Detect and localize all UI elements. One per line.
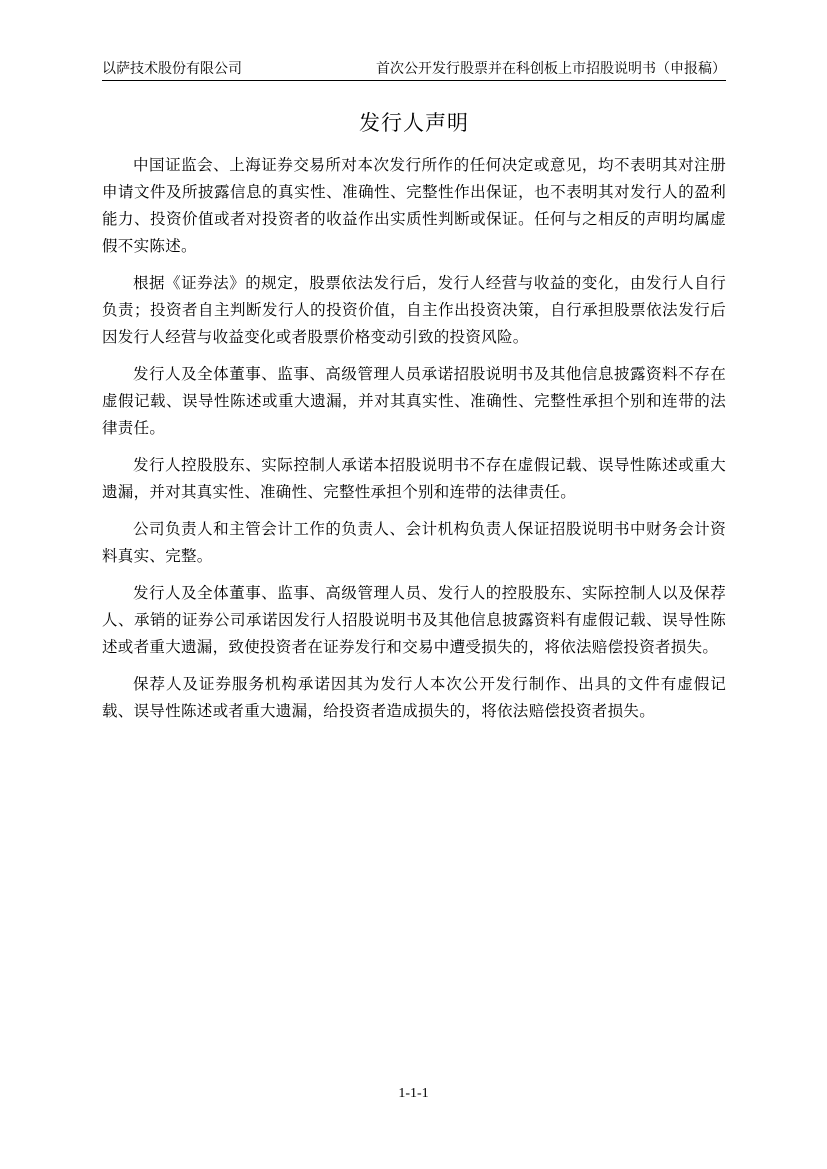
page-header	[102, 58, 726, 80]
header-document-title: 首次公开发行股票并在科创板上市招股说明书（申报稿）	[376, 61, 726, 77]
paragraph-7: 保荐人及证券服务机构承诺因其为发行人本次公开发行制作、出具的文件有虚假记载、误导性陈述或者重大遗漏，给投资者造成损失的，将依法赔偿投资者损失。	[102, 675, 726, 720]
paragraph-3: 发行人及全体董事、监事、高级管理人员承诺招股说明书及其他信息披露资料不存在虚假记载、误导性陈述或重大遗漏，并对其真实性、准确性、完整性承担个别和连带的法律责任。	[102, 365, 726, 437]
header-company-name: 以萨技术股份有限公司	[102, 61, 242, 77]
page-number: 1-1-1	[398, 1086, 429, 1101]
paragraph-1: 中国证监会、上海证券交易所对本次发行所作的任何决定或意见，均不表明其对注册申请文件及所披露信息的真实性、准确性、完整性作出保证，也不表明其对发行人的盈利能力、投资价值或者对投资者的收益作出实质性判断或保证。任何与之相反的声明均属虚假不实陈述。	[102, 156, 726, 255]
declaration-body	[102, 152, 726, 735]
paragraph-5: 公司负责人和主管会计工作的负责人、会计机构负责人保证招股说明书中财务会计资料真实、完整。	[102, 520, 726, 565]
page-title: 发行人声明	[359, 111, 469, 135]
header-divider	[102, 80, 726, 81]
paragraph-4: 发行人控股股东、实际控制人承诺本招股说明书不存在虚假记载、误导性陈述或重大遗漏，并对其真实性、准确性、完整性承担个别和连带的法律责任。	[102, 456, 726, 501]
paragraph-2: 根据《证券法》的规定，股票依法发行后，发行人经营与收益的变化，由发行人自行负责；投资者自主判断发行人的投资价值，自主作出投资决策，自行承担股票依法发行后因发行人经营与收益变化或者股票价格变动引致的投资风险。	[102, 274, 726, 346]
paragraph-6: 发行人及全体董事、监事、高级管理人员、发行人的控股股东、实际控制人以及保荐人、承销的证券公司承诺因发行人招股说明书及其他信息披露资料有虚假记载、误导性陈述或者重大遗漏，致使投资者在证券发行和交易中遭受损失的，将依法赔偿投资者损失。	[102, 584, 726, 656]
